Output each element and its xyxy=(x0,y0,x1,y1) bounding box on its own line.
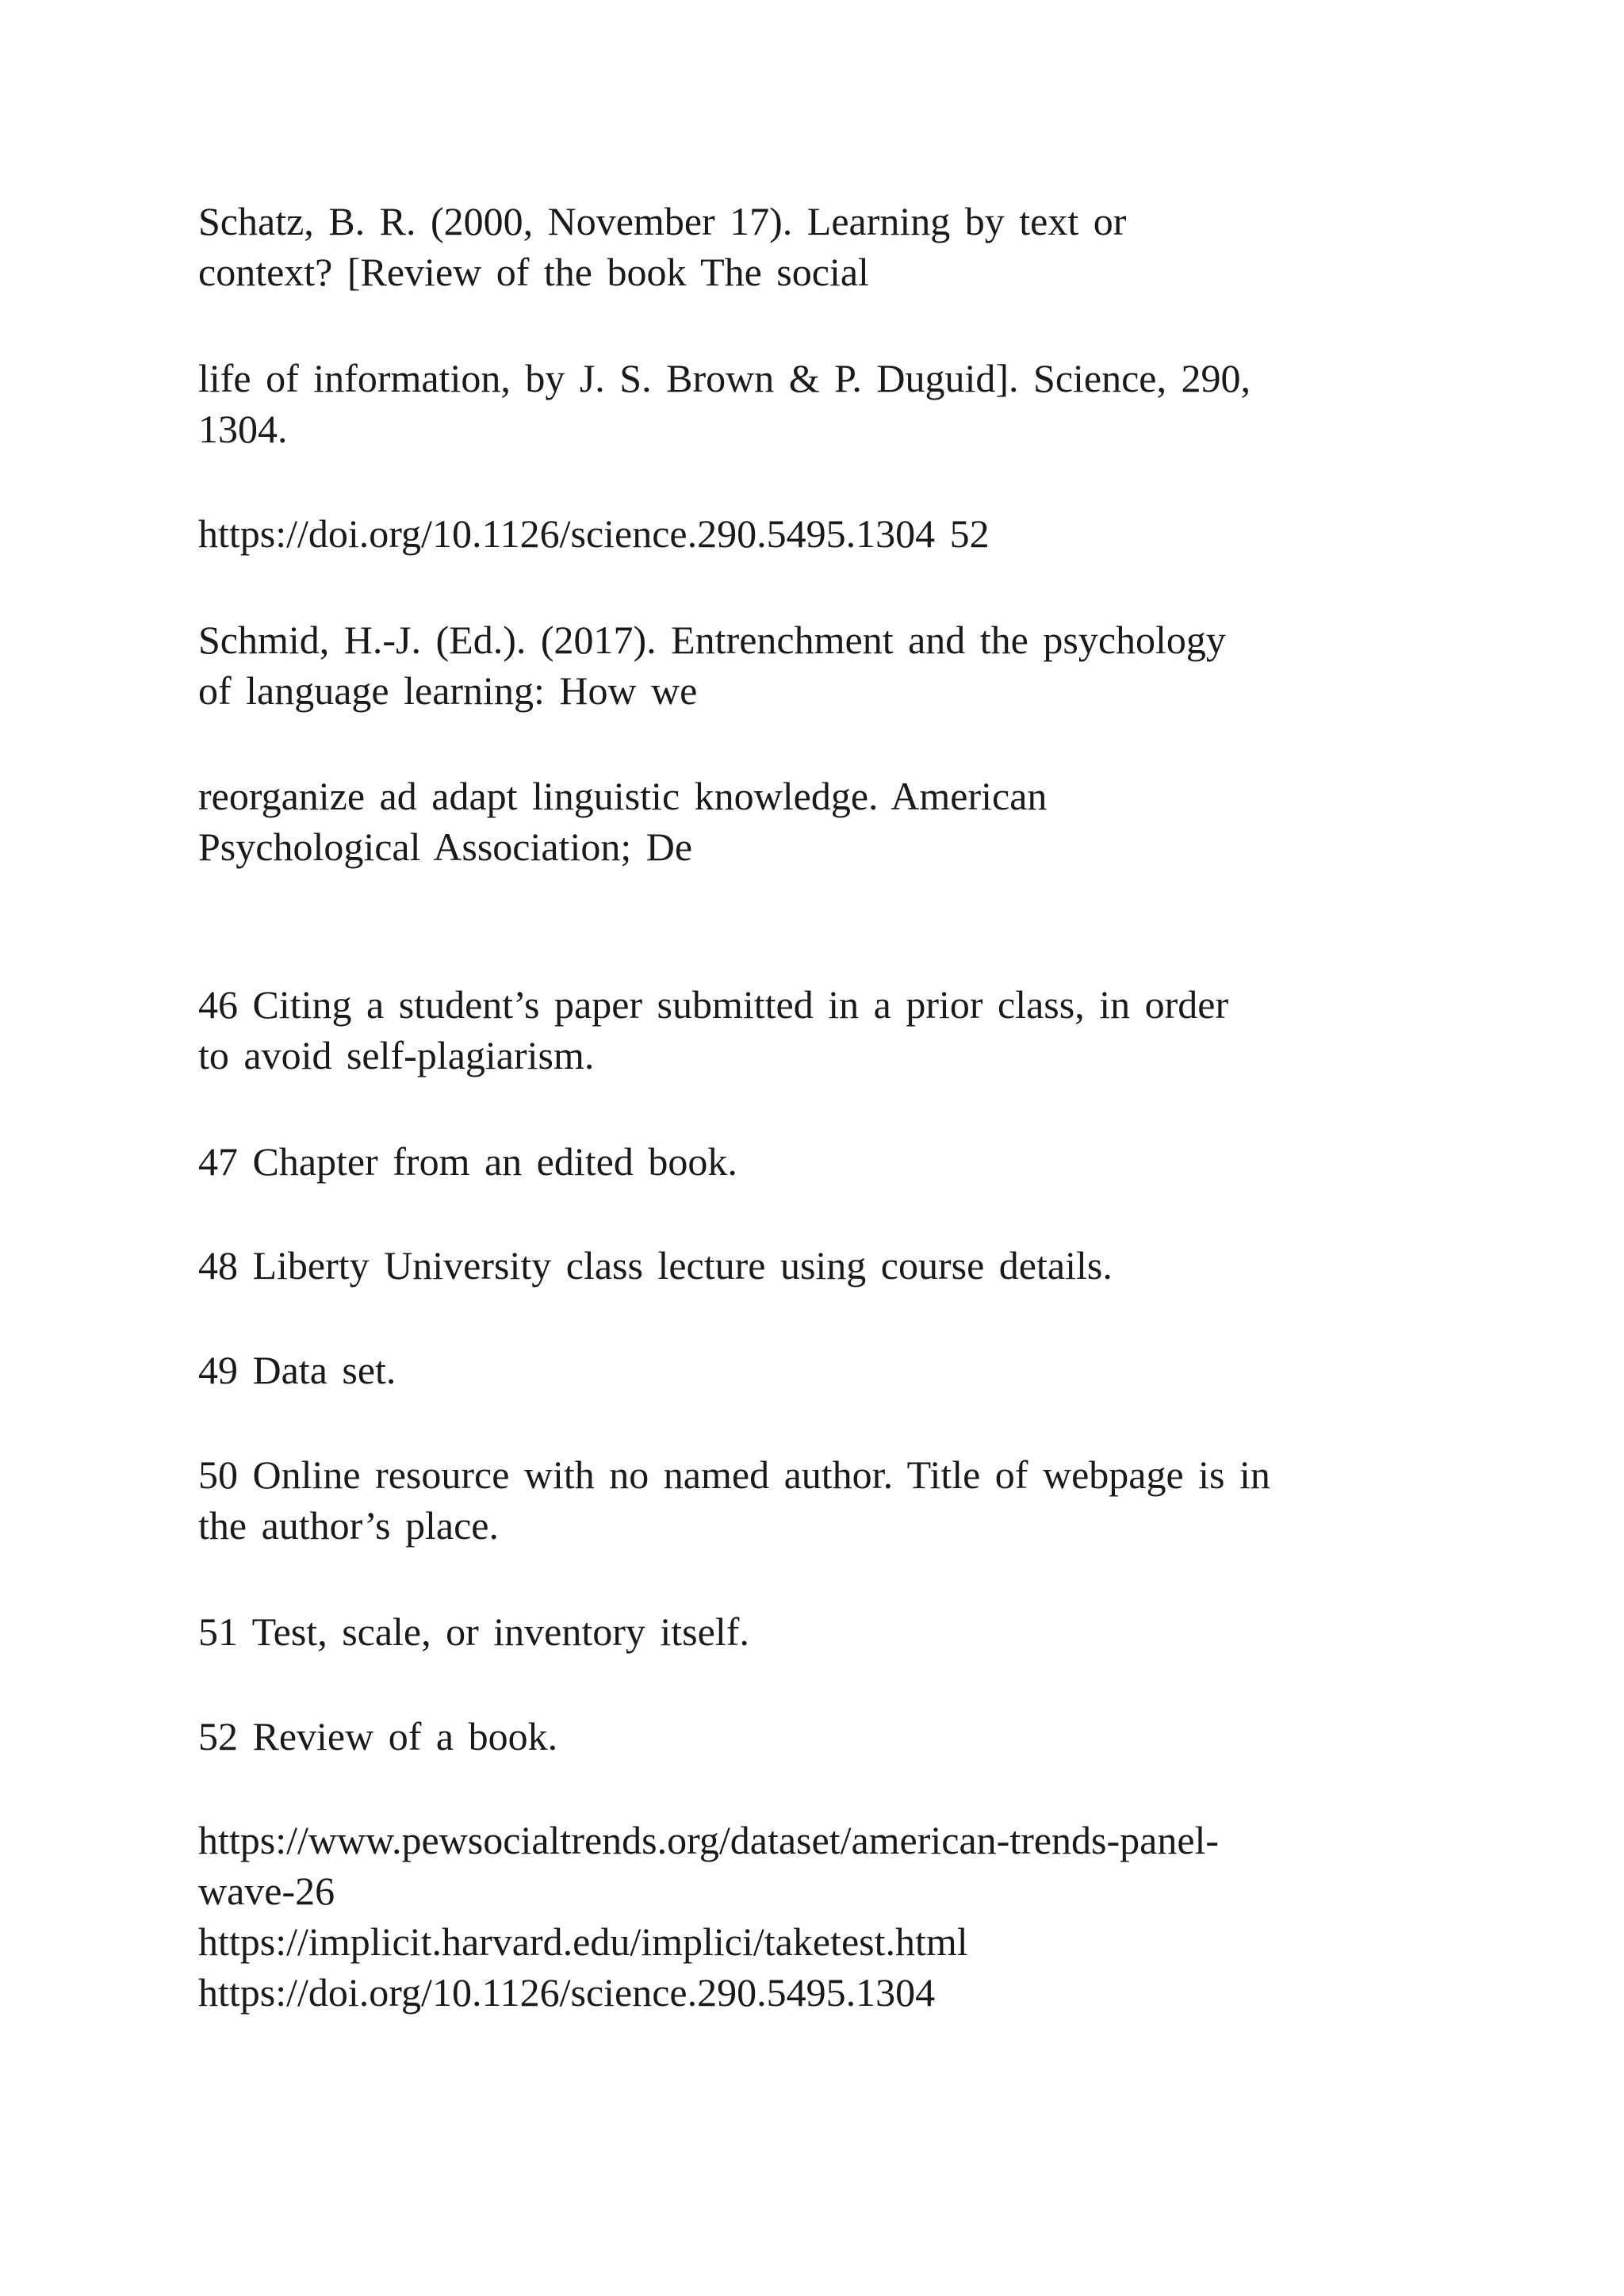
footnote-48: 48 Liberty University class lecture using course details. xyxy=(198,1243,1113,1288)
footnote-49: 49 Data set. xyxy=(198,1348,396,1392)
reference-schmid-part-1: Schmid, H.-J. (Ed.). (2017). Entrenchment and the psychology of language learning: How we xyxy=(198,618,1226,713)
footnote-52: 52 Review of a book. xyxy=(198,1714,558,1758)
footnote-47: 47 Chapter from an edited book. xyxy=(198,1139,737,1184)
url-list: https://www.pewsocialtrends.org/dataset/american-trends-panel- wave-26 https://implicit.harvard.edu/implici/taketest.html https://doi.org/10.1126/science.290.5495.1304 xyxy=(198,1818,1220,2015)
reference-schatz-part-1: Schatz, B. R. (2000, November 17). Learning by text or context? [Review of the book The social xyxy=(198,199,1127,294)
reference-schmid-part-2: reorganize ad adapt linguistic knowledge. American Psychological Association; De xyxy=(198,774,1048,869)
footnote-46: 46 Citing a student’s paper submitted in a prior class, in order to avoid self-plagiarism. xyxy=(198,982,1229,1077)
reference-schatz-part-2: life of information, by J. S. Brown & P. Duguid]. Science, 290, 1304. xyxy=(198,356,1251,451)
footnote-50: 50 Online resource with no named author. Title of webpage is in the author’s place. xyxy=(198,1452,1270,1548)
reference-schatz-doi: https://doi.org/10.1126/science.290.5495.1304 52 xyxy=(198,511,990,556)
footnote-51: 51 Test, scale, or inventory itself. xyxy=(198,1609,749,1654)
